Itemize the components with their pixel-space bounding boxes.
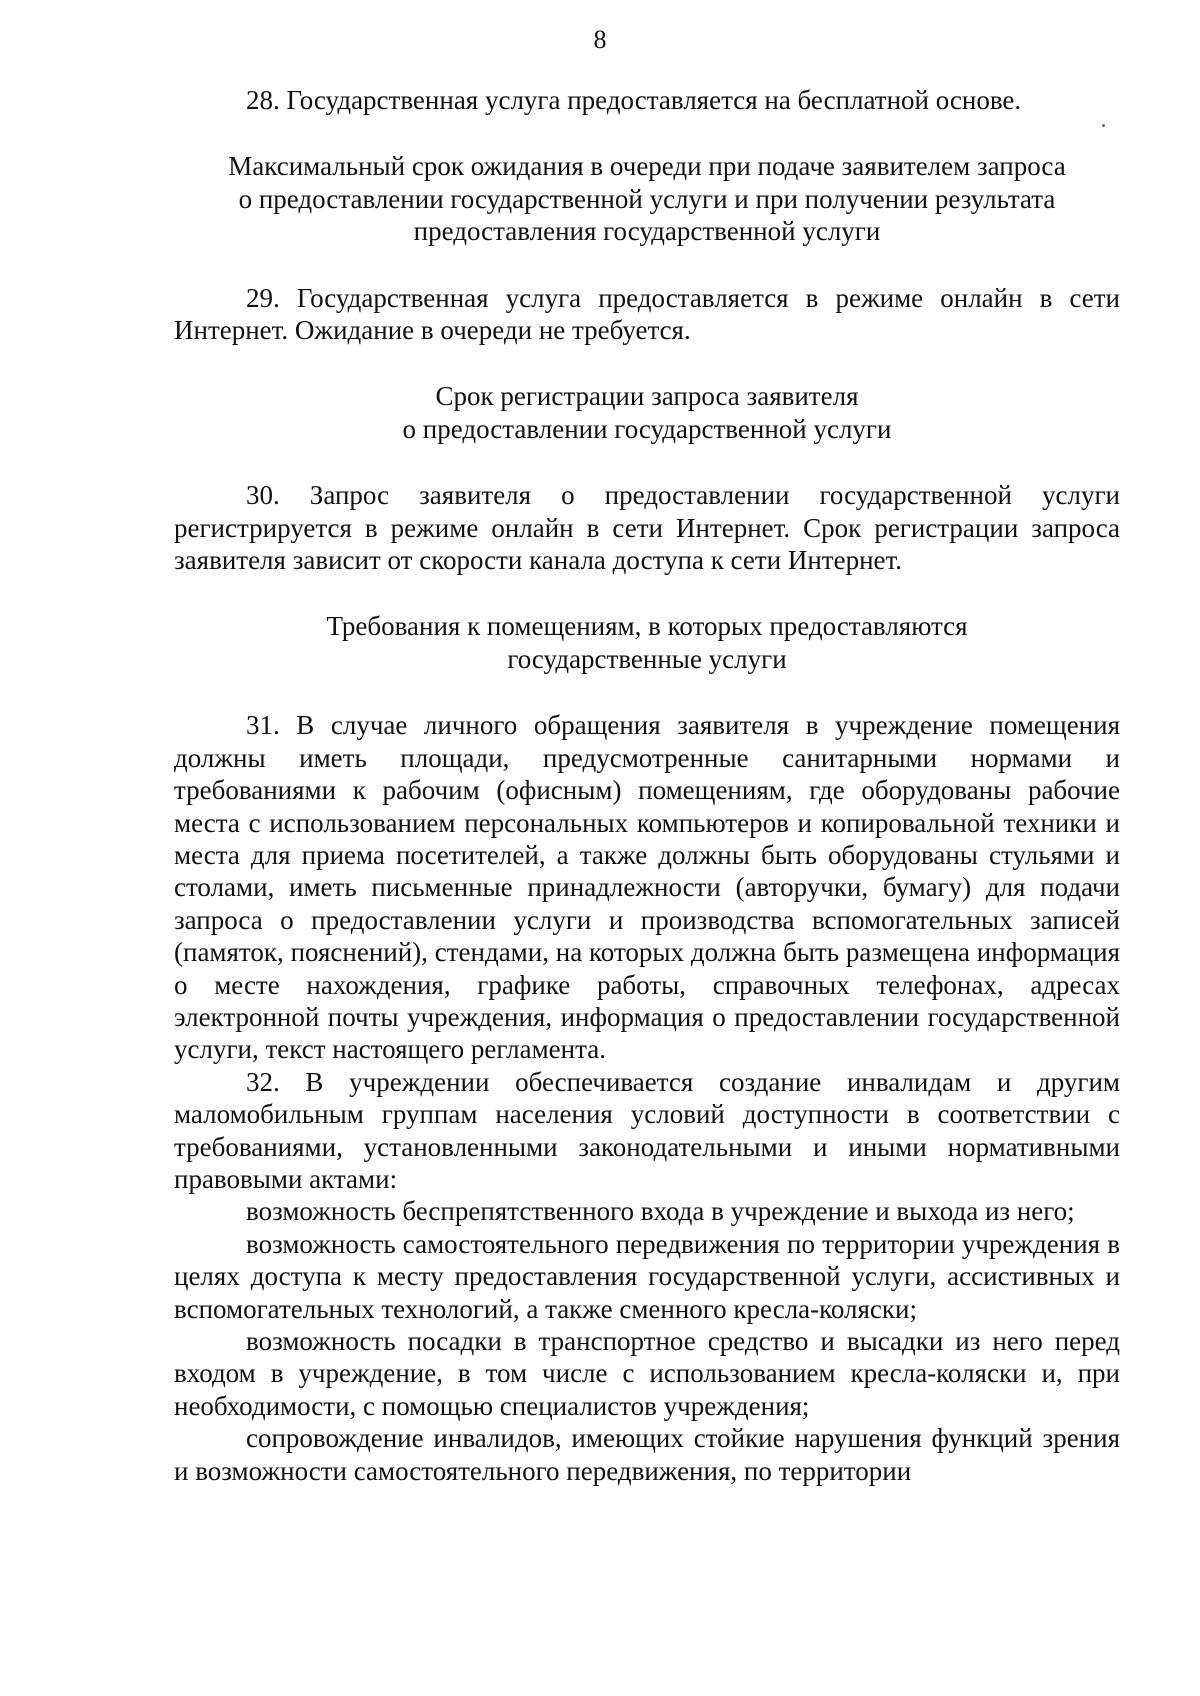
heading-line: предоставления государственной услуги — [413, 216, 881, 247]
heading-line: государственные услуги — [507, 643, 787, 674]
list-item: сопровождение инвалидов, имеющих стойкие нарушения функций зрения и возможности самостоятельного передвижения, по территории — [174, 1423, 1120, 1486]
list-item: возможность беспрепятственного входа в учреждение и выхода из него; — [246, 1196, 1075, 1227]
paragraph-29: 29. Государственная услуга предоставляется в режиме онлайн в сети Интернет. Ожидание в очереди не требуется. — [174, 282, 1120, 346]
paragraph-31: 31. В случае личного обращения заявителя в учреждение помещения должны иметь площади, предусмотренные санитарными нормами и требованиями к рабочим (офисным) помещениям, где оборудованы рабочие места с использованием персональных компьютеров и копировальной техники и места для приема посетителей, а также должны быть оборудованы стульями и столами, иметь письменные принадлежности (авторучки, бумагу) для подачи запроса о предоставлении услуги и производства вспомогательных записей (памяток, пояснений), стендами, на которых должна быть размещена информация о месте нахождения, графике работы, справочных телефонах, адресах электронной почты учреждения, информация о предоставлении государственной услуги, текст настоящего регламента. — [174, 710, 1120, 1065]
list-item: возможность посадки в транспортное средство и высадки из него перед входом в учреждение, в том числе с использованием кресла-коляски и, при необходимости, с помощью специалистов учреждения; — [174, 1326, 1120, 1421]
heading-line: о предоставлении государственной услуги и при получении результата — [238, 183, 1056, 214]
page-number: 8 — [593, 25, 607, 54]
section-heading-registration — [174, 380, 1120, 445]
document-body — [174, 84, 1120, 1487]
section-heading-premises — [174, 610, 1120, 675]
section-heading-wait-time — [174, 150, 1120, 247]
heading-line: Требования к помещениям, в которых предоставляются — [326, 611, 968, 642]
list-item: возможность самостоятельного передвижения по территории учреждения в целях доступа к месту предоставления государственной услуги, ассистивных и вспомогательных технологий, а также сменного кресла-коляски; — [174, 1228, 1120, 1324]
heading-line: Срок регистрации запроса заявителя — [435, 381, 859, 412]
heading-line: о предоставлении государственной услуги — [402, 413, 892, 444]
paragraph-32: 32. В учреждении обеспечивается создание инвалидам и другим маломобильным группам населения условий доступности в соответствии с требованиями, установленными законодательными и иными нормативными правовыми актами: — [174, 1066, 1120, 1194]
heading-line: Максимальный срок ожидания в очереди при подаче заявителем запроса — [228, 151, 1066, 182]
paragraph-28: 28. Государственная услуга предоставляется на бесплатной основе. — [246, 85, 1022, 115]
paragraph-30: 30. Запрос заявителя о предоставлении государственной услуги регистрируется в режиме онлайн в сети Интернет. Срок регистрации запроса заявителя зависит от скорости канала доступа к сети Интернет. — [174, 480, 1120, 576]
